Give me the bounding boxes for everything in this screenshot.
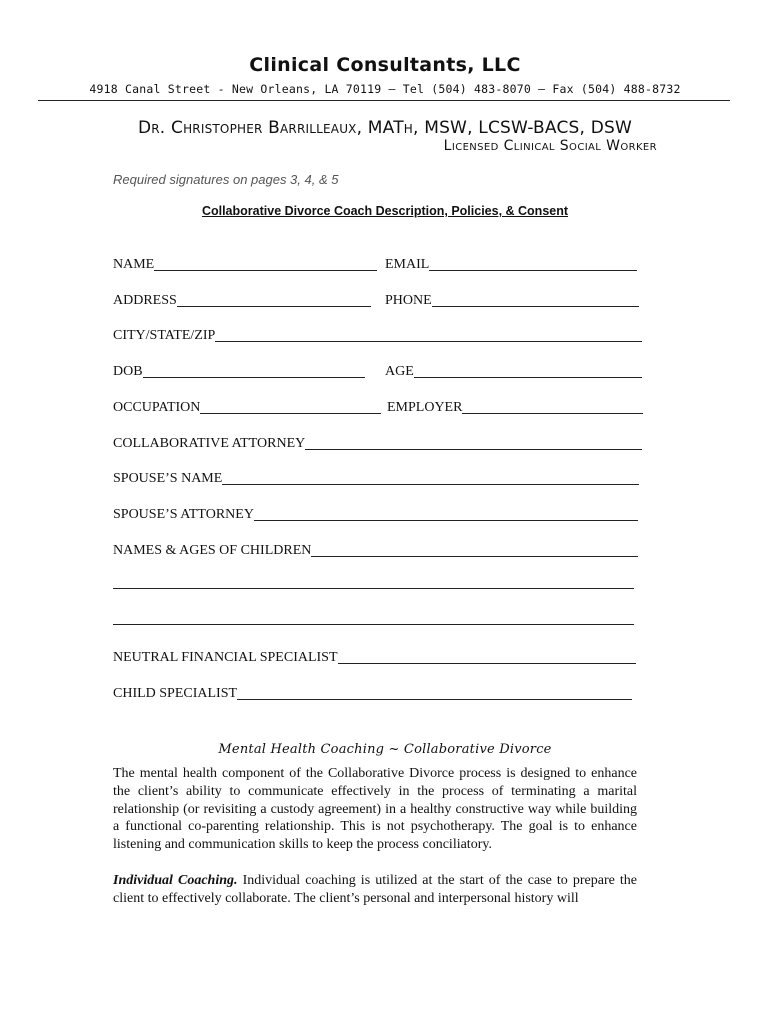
address-label: ADDRESS: [113, 293, 177, 308]
spouses-name-input-line[interactable]: [222, 471, 639, 485]
doctor-title: Licensed Clinical Social Worker: [443, 138, 657, 154]
children-label: NAMES & AGES OF CHILDREN: [113, 543, 312, 558]
children-input-line[interactable]: [311, 543, 638, 557]
occupation-label: OCCUPATION: [113, 400, 201, 415]
financial-specialist-label: NEUTRAL FINANCIAL SPECIALIST: [113, 650, 338, 665]
spouses-name-field[interactable]: [113, 466, 639, 486]
spouses-attorney-input-line[interactable]: [254, 507, 638, 521]
name-field[interactable]: [113, 257, 385, 272]
section-heading: Mental Health Coaching ~ Collaborative Divorce: [218, 742, 552, 757]
employer-field[interactable]: [387, 400, 643, 415]
individual-coaching-lead: Individual Coaching.: [113, 873, 238, 888]
financial-specialist-field[interactable]: [113, 645, 636, 665]
address-input-line[interactable]: [177, 293, 371, 307]
form-title: Collaborative Divorce Coach Description, Policies, & Consent: [201, 204, 569, 218]
name-input-line[interactable]: [154, 257, 377, 271]
age-label: AGE: [385, 364, 414, 379]
form-row-dob-age: [113, 359, 642, 379]
age-field[interactable]: [385, 364, 642, 379]
email-input-line[interactable]: [429, 257, 637, 271]
dob-field[interactable]: [113, 364, 385, 379]
paragraph-individual-coaching: [113, 872, 637, 908]
doctor-name: Dr. Christopher Barrilleaux, MATh, MSW, LCSW-BACS, DSW: [137, 118, 633, 138]
city-state-zip-label: CITY/STATE/ZIP: [113, 328, 216, 343]
city-state-zip-input-line[interactable]: [215, 328, 642, 342]
phone-field[interactable]: [385, 293, 639, 308]
required-signatures-note: Required signatures on pages 3, 4, & 5: [113, 172, 339, 187]
paragraph-mental-health: The mental health component of the Collaborative Divorce process is designed to enhance the client’s ability to communicate effectively in the process of terminating a marital relationship (or revisiting a custody agreement) in a healthy constructive way while building a functional co-parenting relationship. This is not psychotherapy. The goal is to enhance listening and communication skills to keep the process conciliatory.: [113, 766, 637, 853]
children-field[interactable]: [113, 538, 638, 558]
phone-label: PHONE: [385, 293, 432, 308]
form-row-occupation-employer: [113, 395, 643, 415]
email-label: EMAIL: [385, 257, 430, 272]
spouses-name-label: SPOUSE’S NAME: [113, 471, 223, 486]
spouses-attorney-label: SPOUSE’S ATTORNEY: [113, 507, 254, 522]
spouses-attorney-field[interactable]: [113, 502, 638, 522]
employer-label: EMPLOYER: [387, 400, 463, 415]
phone-input-line[interactable]: [432, 293, 639, 307]
collaborative-attorney-input-line[interactable]: [305, 436, 642, 450]
firm-name: Clinical Consultants, LLC: [249, 54, 521, 76]
financial-specialist-input-line[interactable]: [338, 650, 636, 664]
city-state-zip-field[interactable]: [113, 323, 642, 343]
child-specialist-input-line[interactable]: [237, 686, 632, 700]
children-extra-line-2[interactable]: [113, 624, 634, 625]
collaborative-attorney-label: COLLABORATIVE ATTORNEY: [113, 436, 306, 451]
header-divider: [38, 100, 730, 101]
dob-label: DOB: [113, 364, 143, 379]
child-specialist-label: CHILD SPECIALIST: [113, 686, 238, 701]
address-field[interactable]: [113, 293, 385, 308]
form-row-address-phone: [113, 288, 639, 308]
occupation-field[interactable]: [113, 400, 387, 415]
children-extra-line-1[interactable]: [113, 588, 634, 589]
collaborative-attorney-field[interactable]: [113, 431, 642, 451]
employer-input-line[interactable]: [462, 400, 643, 414]
individual-coaching-text: Individual coaching is utilized at the start of the case to prepare the client to effectively collaborate. The client’s personal and interpersonal history will: [113, 873, 637, 906]
email-field[interactable]: [385, 257, 637, 272]
form-row-name-email: [113, 252, 637, 272]
firm-address: 4918 Canal Street - New Orleans, LA 70119 – Tel (504) 483-8070 – Fax (504) 488-8732: [89, 82, 681, 96]
dob-input-line[interactable]: [143, 364, 365, 378]
name-label: NAME: [113, 257, 155, 272]
age-input-line[interactable]: [414, 364, 642, 378]
occupation-input-line[interactable]: [200, 400, 381, 414]
child-specialist-field[interactable]: [113, 681, 632, 701]
